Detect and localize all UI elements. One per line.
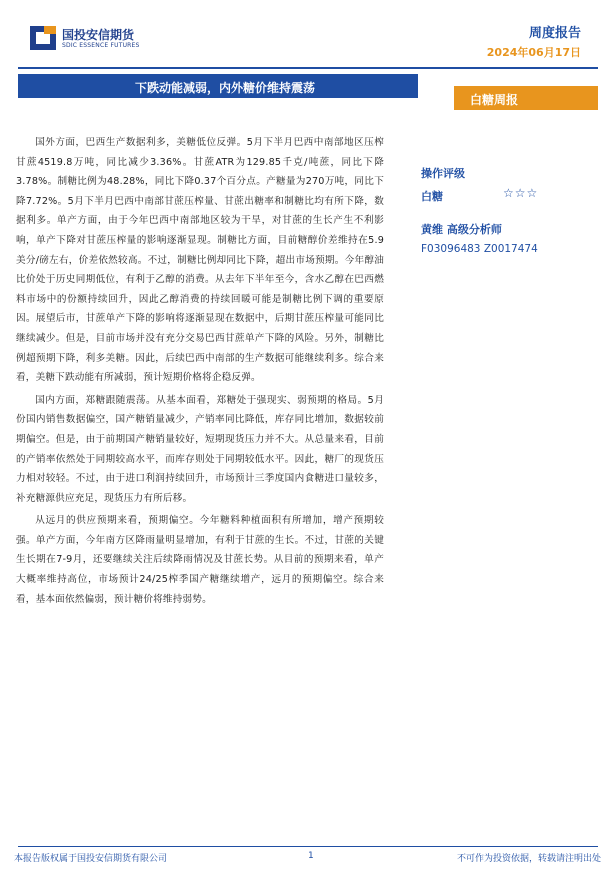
header-divider [18,67,598,69]
rating-commodity: 白糖 [421,190,443,203]
analyst-license-ids: F03096483 Z0017474 [421,243,538,255]
paragraph-domestic: 国内方面，郑糖跟随震荡。从基本面看，郑糖处于强现实、弱预期的格局。5月份国内销售数据偏空，国产糖销量减少，产销率同比降低，库存同比增加，数据较前期偏空。但是，由于前期国产糖销量较好，短期现货压力并不大。从总量来看，目前的产销率依然处于同期较高水平，而库存则处于同期较低水平。因此，糖厂的现货压力相对较轻。不过，由于进口利润持续回升，市场预计三季度国内食糖进口量较多，补充糖源供应充足，现货压力有所后移。 [16,394,384,504]
paragraph-outlook: 从远月的供应预期来看，预期偏空。今年糖料种植面积有所增加，增产预期较强。单产方面，今年南方区降雨量明显增加，有利于甘蔗的生长。不过，甘蔗的关键生长期在7-9月，还要继续关注后续降雨情况及甘蔗长势。从目前的预期来看，单产大概率维持高位，市场预计24/25榨季国产糖继续增产，远月的预期偏空。综合来看，基本面依然偏弱，预计糖价将维持弱势。 [16,515,384,605]
company-logo [30,24,170,54]
footer-copyright: 本报告版权属于国投安信期货有限公司 [14,854,168,864]
analyst-name: 黄维 高级分析师 [421,223,502,236]
report-date: 2024年06月17日 [486,46,581,59]
rating-label: 操作评级 [421,167,465,180]
logo-english-name: SDIC ESSENCE FUTURES [62,42,140,49]
sidebar-info [421,165,601,255]
page-number: 1 [308,851,314,861]
paragraph-overseas: 国外方面，巴西生产数据利多，美糖低位反弹。5月下半月巴西中南部地区压榨甘蔗4519.8万吨，同比减少3.36%。甘蔗ATR为129.85千克/吨蔗，同比下降3.78%。制糖比例为48.28%，同比下降0.37个百分点。产糖量为270万吨，同比下降7.72%。5月下半月巴西中南部甘蔗压榨量、甘蔗出糖率和制糖比均有所下降，数据利多。单产方面，由于今年巴西中南部地区较为干旱，对甘蔗的生长产生不利影响，单产下降对甘蔗压榨量的影响逐渐显现。制糖比方面，目前糖醇价差维持在5.9美分/磅左右，价差依然较高。不过，制糖比例却同比下降，超出市场预期。今年醇油比价处于历史同期低位，有利于乙醇的消费。从去年下半年至今，含水乙醇在巴西燃料市场中的份额持续回升，因此乙醇消费的持续回暖可能是制糖比例下调的重要原因。展望后市，甘蔗单产下降的影响将逐渐显现在数据中，后期甘蔗压榨量可能同比继续减少。但是，目前市场并没有充分交易巴西甘蔗单产下降的风险。另外，制糖比例超预期下降，利多美糖。因此，后续巴西中南部的生产数据可能继续利多。综合来看，美糖下跌动能有所减弱，预计短期价格将企稳反弹。 [16,137,384,384]
report-header [0,0,615,70]
logo-mark-icon [30,26,56,50]
report-body [16,133,384,612]
rating-row [421,185,601,207]
footer-disclaimer: 不可作为投资依据，转载请注明出处 [456,854,601,864]
report-type: 周度报告 [528,26,581,41]
footer-divider [18,846,598,847]
category-label: 白糖周报 [470,93,519,107]
logo-chinese-name: 国投安信期货 [62,28,135,42]
report-title: 下跌动能减弱，内外糖价维持震荡 [135,81,316,95]
rating-stars-icon: ☆☆☆ [503,186,539,200]
